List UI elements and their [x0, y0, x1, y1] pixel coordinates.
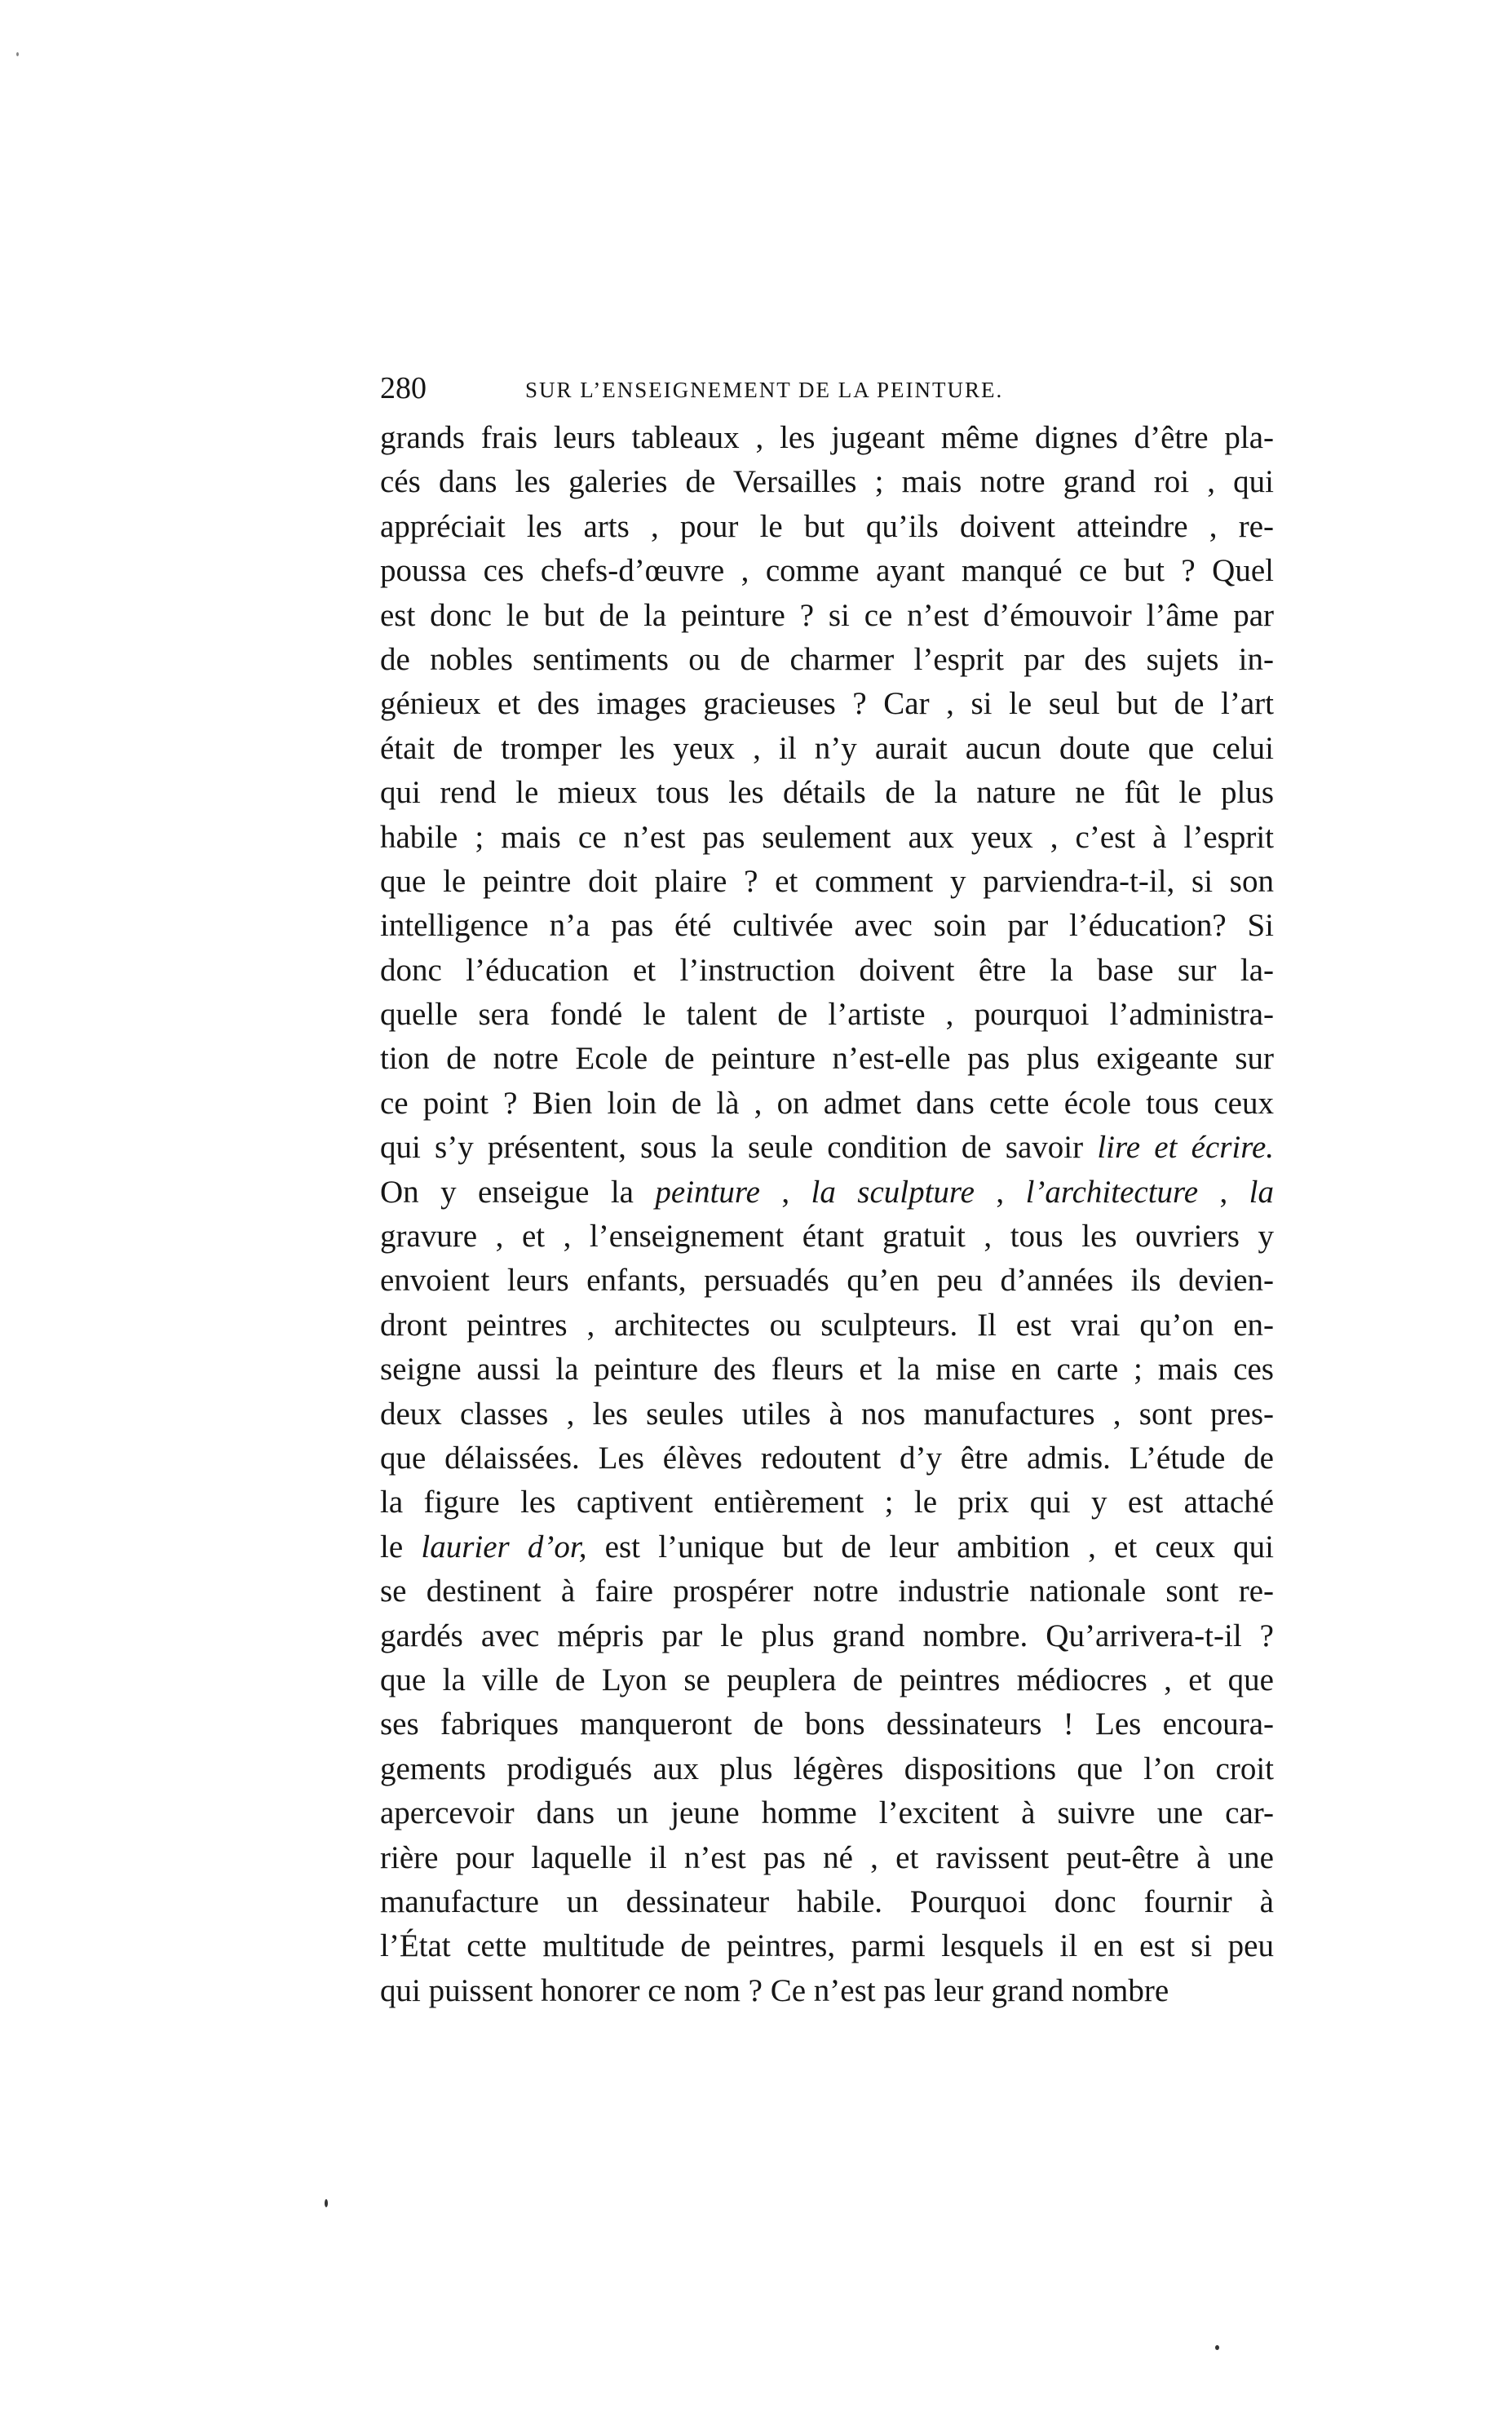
running-title: SUR L’ENSEIGNEMENT DE LA PEINTURE.	[525, 378, 1004, 402]
text-segment: ,	[759, 1174, 811, 1210]
text-line: poussa ces chefs-d’œuvre , comme ayant manqué ce but ? Quel	[380, 553, 1274, 589]
text-line	[380, 1525, 1274, 1569]
text-segment: qui s’y présentent, sous la seule condition de savoir	[380, 1130, 1084, 1166]
italic-text: l’architecture	[1025, 1174, 1199, 1210]
text-line: envoient leurs enfants, persuadés qu’en peu d’années ils devien-	[380, 1263, 1274, 1299]
page-header	[380, 369, 1277, 418]
page-number: 280	[380, 371, 427, 405]
text-line: habile ; mais ce n’est pas seulement aux yeux , c’est à l’esprit	[380, 819, 1274, 855]
scan-speck	[16, 52, 19, 56]
text-line: qui puissent honorer ce nom ? Ce n’est pas leur grand nombre	[380, 1972, 1169, 2008]
scan-speck	[325, 2199, 328, 2207]
text-line: génieux et des images gracieuses ? Car , si le seul but de l’art	[380, 686, 1274, 722]
text-line: qui rend le mieux tous les détails de la nature ne fût le plus	[380, 775, 1274, 811]
text-line	[380, 1171, 1274, 1215]
text-line: est donc le but de la peinture ? si ce n’est d’émouvoir l’âme par	[380, 597, 1274, 633]
italic-text: peinture	[655, 1174, 760, 1210]
text-line: la figure les captivent entièrement ; le prix qui y est attaché	[380, 1485, 1274, 1520]
italic-text: la	[1249, 1174, 1275, 1210]
text-line: était de tromper les yeux , il n’y aurait aucun doute que celui	[380, 730, 1274, 766]
text-line: gardés avec mépris par le plus grand nombre. Qu’arrivera-t-il ?	[380, 1618, 1274, 1653]
text-line: ce point ? Bien loin de là , on admet dans cette école tous ceux	[380, 1085, 1274, 1121]
text-line: rière pour laquelle il n’est pas né , et ravissent peut-être à une	[380, 1839, 1274, 1875]
text-line: seigne aussi la peinture des fleurs et la mise en carte ; mais ces	[380, 1352, 1274, 1388]
text-line: dront peintres , architectes ou sculpteurs. Il est vrai qu’on en-	[380, 1307, 1274, 1343]
scan-speck	[1215, 2345, 1219, 2350]
italic-text: laurier d’or,	[421, 1529, 587, 1565]
text-line: deux classes , les seules utiles à nos manufactures , sont pres-	[380, 1396, 1274, 1432]
text-line: se destinent à faire prospérer notre industrie nationale sont re-	[380, 1573, 1274, 1609]
italic-text: la sculpture	[811, 1174, 975, 1210]
text-segment: On y enseigue la	[380, 1174, 634, 1210]
text-line: tion de notre Ecole de peinture n’est-elle pas plus exigeante sur	[380, 1041, 1274, 1077]
body-text	[380, 416, 1274, 2013]
text-line: cés dans les galeries de Versailles ; mais notre grand roi , qui	[380, 464, 1274, 500]
text-line: de nobles sentiments ou de charmer l’esprit par des sujets in-	[380, 641, 1274, 677]
text-line: donc l’éducation et l’instruction doivent être la base sur la-	[380, 952, 1274, 988]
italic-text: lire et écrire.	[1097, 1130, 1275, 1166]
text-line: que délaissées. Les élèves redoutent d’y être admis. L’étude de	[380, 1440, 1274, 1476]
text-line	[380, 1126, 1274, 1170]
text-line: gements prodigués aux plus légères dispositions que l’on croit	[380, 1750, 1274, 1786]
text-line: ses fabriques manqueront de bons dessinateurs ! Les encoura-	[380, 1706, 1274, 1742]
text-segment: ,	[1198, 1174, 1249, 1210]
text-line: intelligence n’a pas été cultivée avec soin par l’éducation? Si	[380, 908, 1274, 944]
text-segment: le	[380, 1529, 404, 1565]
text-line: quelle sera fondé le talent de l’artiste , pourquoi l’administra-	[380, 997, 1274, 1033]
text-line: que la ville de Lyon se peuplera de peintres médiocres , et que	[380, 1662, 1274, 1697]
text-line: appréciait les arts , pour le but qu’ils doivent atteindre , re-	[380, 508, 1274, 544]
text-line: apercevoir dans un jeune homme l’excitent à suivre une car-	[380, 1795, 1274, 1831]
text-segment: ,	[974, 1174, 1026, 1210]
text-line: manufacture un dessinateur habile. Pourquoi donc fournir à	[380, 1883, 1274, 1919]
text-line: grands frais leurs tableaux , les jugeant même dignes d’être pla-	[380, 420, 1274, 455]
text-segment: est l’unique but de leur ambition , et ceux qui	[586, 1529, 1274, 1565]
text-line: gravure , et , l’enseignement étant gratuit , tous les ouvriers y	[380, 1219, 1274, 1255]
text-line: l’État cette multitude de peintres, parmi lesquels il en est si peu	[380, 1928, 1274, 1964]
text-line: que le peintre doit plaire ? et comment y parviendra-t-il, si son	[380, 863, 1274, 899]
